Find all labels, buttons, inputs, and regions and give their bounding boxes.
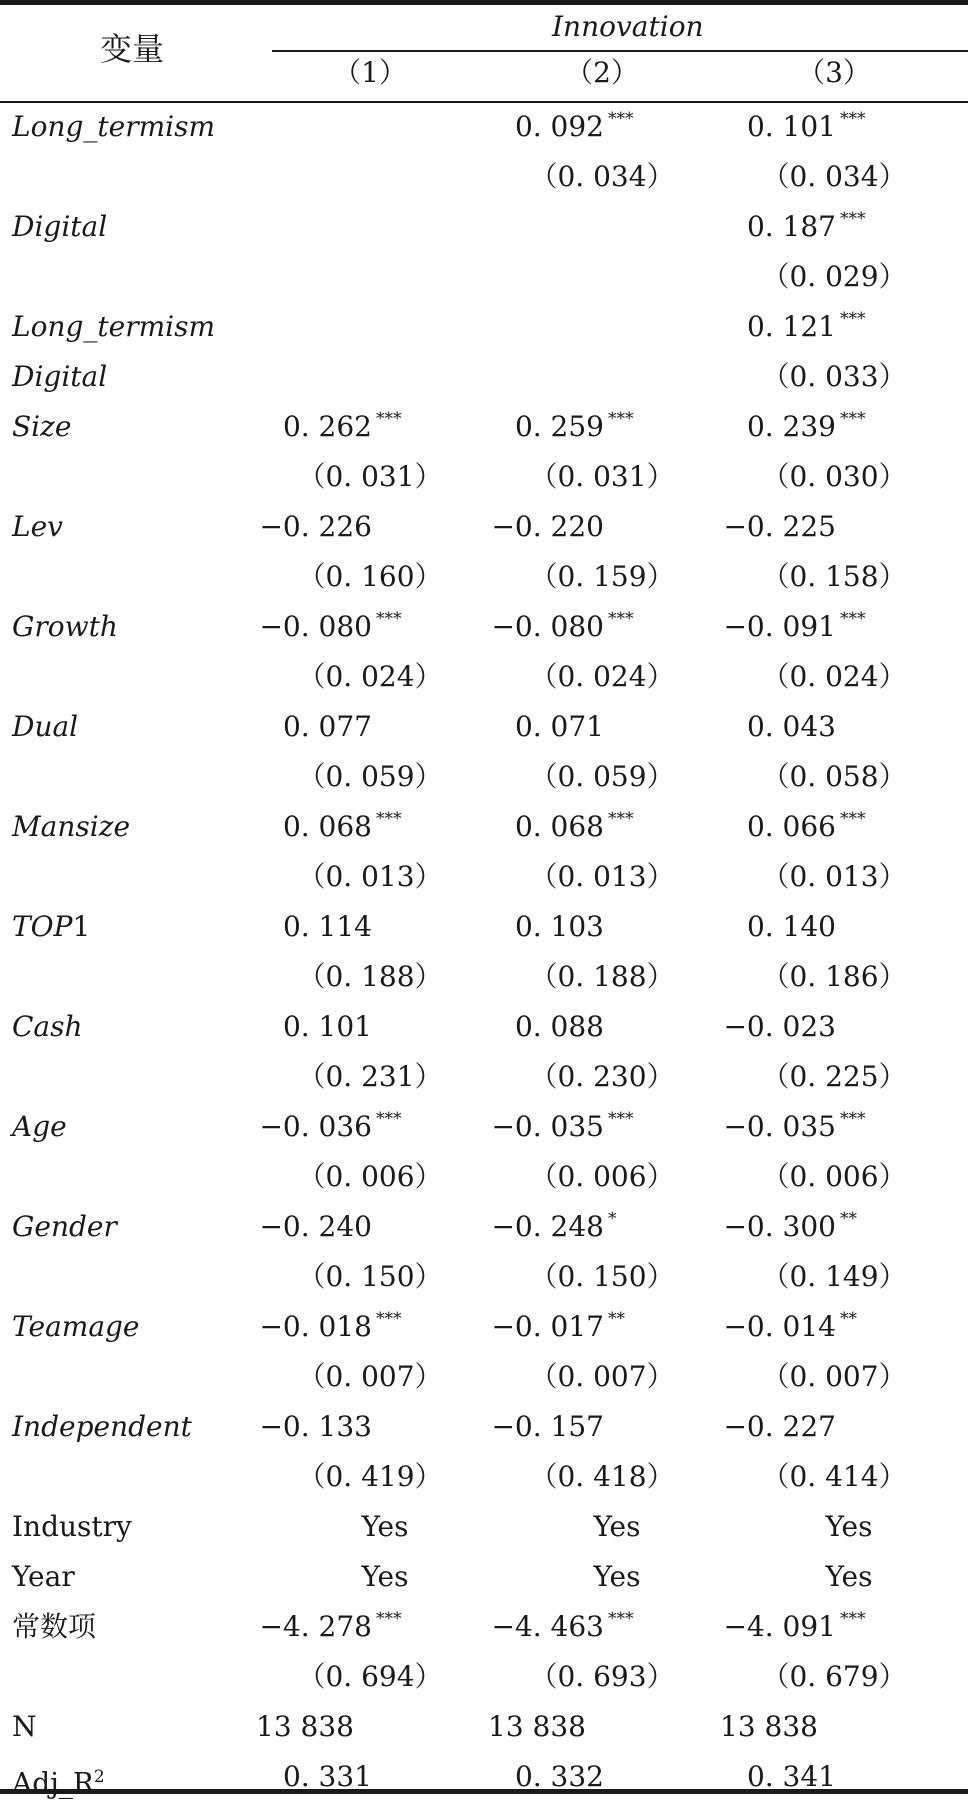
significance-stars: *** [840,209,866,229]
coefficient-value: 0. 259 [514,410,604,443]
row-label [12,1760,105,1800]
cell-coefficient [240,1610,412,1648]
row-label-text: Mansize [12,810,131,843]
coefficient-value: 0. 066 [746,810,836,843]
coefficient-value: 0. 101 [746,110,836,143]
row-label [12,1560,75,1594]
coefficient-value: −0. 248 [491,1210,604,1243]
cell-coefficient [472,710,644,744]
cell-coefficient [240,1210,412,1244]
significance-stars: *** [608,809,634,829]
row-label [12,110,215,144]
cell-coefficient [472,610,644,648]
row-label [12,710,78,744]
cell-coefficient [704,610,876,648]
cell-standard-error: （0. 419） [297,1460,443,1493]
row-label-superscript: 2 [93,1767,105,1787]
cell-standard-error: （0. 059） [529,760,675,793]
significance-stars: *** [608,1109,634,1129]
cell-standard-error: （0. 150） [297,1260,443,1293]
cell-coefficient [240,1010,412,1044]
header-rule [0,101,968,103]
cell-standard-error: （0. 030） [761,460,907,493]
row-label-text: Dual [12,710,79,743]
coefficient-value: −0. 220 [491,510,604,543]
significance-stars: *** [608,1609,634,1629]
cell-standard-error: （0. 029） [761,260,907,293]
row-label-text: Independent [12,1410,192,1443]
cell-standard-error: （0. 033） [761,360,907,393]
cell-standard-error: （0. 149） [761,1260,907,1293]
row-label-text: Cash [12,1010,83,1043]
coefficient-value: −0. 080 [259,610,372,643]
row-label-text: Year [12,1560,75,1593]
cell-indicator: Yes [361,1510,409,1543]
row-label-text: TOP [12,910,73,943]
cell-coefficient [472,510,644,544]
coefficient-value: 0. 043 [746,710,836,743]
cell-coefficient [472,1110,644,1148]
cell-indicator: Yes [825,1510,873,1543]
coefficient-value: −0. 036 [259,1110,372,1143]
cell-coefficient [240,810,412,848]
cell-indicator: Yes [361,1560,409,1593]
significance-stars: ** [840,1309,857,1329]
coefficient-value: 0. 114 [282,910,372,943]
row-label-text: Gender [12,1210,117,1243]
dependent-variable-header: Innovation [552,10,704,43]
row-label [12,410,71,444]
row-label-text: Age [12,1110,67,1143]
cell-observations: 13 838 [256,1710,354,1743]
coefficient-value: 0. 121 [746,310,836,343]
cell-standard-error: （0. 034） [529,160,675,193]
cell-standard-error: （0. 188） [297,960,443,993]
coefficient-value: 0. 092 [514,110,604,143]
coefficient-value: 0. 187 [746,210,836,243]
cell-coefficient [240,1310,412,1348]
cell-coefficient [472,810,644,848]
coefficient-value: −0. 080 [491,610,604,643]
cell-coefficient [704,1610,876,1648]
row-label-text: Teamage [12,1310,140,1343]
cell-standard-error: （0. 034） [761,160,907,193]
significance-stars: *** [840,1609,866,1629]
cell-coefficient [240,610,412,648]
cell-standard-error: （0. 024） [761,660,907,693]
cell-coefficient [472,410,644,448]
cell-standard-error: （0. 007） [297,1360,443,1393]
cell-coefficient [240,510,412,544]
column-header-1: （1） [333,56,407,89]
row-label [12,1110,67,1144]
significance-stars: *** [608,109,634,129]
row-label [12,610,118,644]
cell-standard-error: （0. 006） [529,1160,675,1193]
coefficient-value: 0. 068 [514,810,604,843]
row-label-text: Adj_R [12,1766,94,1800]
cell-standard-error: （0. 693） [529,1660,675,1693]
significance-stars: *** [840,109,866,129]
coefficient-value: 0. 068 [282,810,372,843]
coefficient-value: −0. 091 [723,610,836,643]
variable-header: 变量 [100,30,165,68]
cell-coefficient [704,710,876,744]
cell-coefficient [704,1210,876,1248]
row-label [12,310,215,344]
coefficient-value: −4. 463 [491,1610,604,1643]
row-label [12,510,63,544]
row-label [12,1010,83,1044]
cell-coefficient [472,910,644,944]
coefficient-value: 0. 077 [282,710,372,743]
significance-stars: ** [608,1309,625,1329]
cell-observations: 13 838 [720,1710,818,1743]
row-label [12,1710,37,1744]
cell-coefficient [240,1410,412,1444]
significance-stars: *** [840,809,866,829]
cell-coefficient [704,1410,876,1444]
row-label-text: Size [12,410,72,443]
cell-coefficient [704,1760,876,1794]
coefficient-value: 0. 331 [282,1760,372,1793]
column-header-3: （3） [797,56,871,89]
cell-standard-error: （0. 159） [529,560,675,593]
cell-coefficient [704,310,876,348]
cell-standard-error: （0. 230） [529,1060,675,1093]
coefficient-value: 0. 239 [746,410,836,443]
row-label [12,1310,140,1344]
coefficient-value: −0. 035 [491,1110,604,1143]
cell-coefficient [472,1310,644,1348]
significance-stars: *** [840,309,866,329]
cell-coefficient [704,910,876,944]
row-label-text: Lev [12,510,63,543]
cell-coefficient [704,1110,876,1148]
coefficient-value: −0. 035 [723,1110,836,1143]
cell-indicator: Yes [593,1560,641,1593]
cell-standard-error: （0. 150） [529,1260,675,1293]
cell-observations: 13 838 [488,1710,586,1743]
spanner-rule [272,50,968,52]
cell-standard-error: （0. 013） [297,860,443,893]
coefficient-value: −0. 017 [491,1310,604,1343]
row-label-text: N [12,1710,37,1743]
row-label [12,910,90,944]
coefficient-value: 0. 262 [282,410,372,443]
cell-standard-error: （0. 694） [297,1660,443,1693]
coefficient-value: −0. 157 [491,1410,604,1443]
cell-standard-error: （0. 058） [761,760,907,793]
significance-stars: *** [376,1609,402,1629]
cell-indicator: Yes [593,1510,641,1543]
coefficient-value: 0. 341 [746,1760,836,1793]
cell-standard-error: （0. 160） [297,560,443,593]
significance-stars: *** [376,1309,402,1329]
cell-indicator: Yes [825,1560,873,1593]
significance-stars: * [608,1209,617,1229]
cell-coefficient [704,410,876,448]
coefficient-value: 0. 071 [514,710,604,743]
cell-coefficient [704,210,876,248]
row-label-text: Long_termism [12,310,216,343]
cell-coefficient [472,1010,644,1044]
row-label-suffix: 1 [72,910,91,943]
cell-coefficient [704,1310,876,1348]
significance-stars: *** [608,609,634,629]
significance-stars: *** [608,409,634,429]
coefficient-value: −0. 240 [259,1210,372,1243]
cell-coefficient [240,1760,412,1794]
cell-standard-error: （0. 059） [297,760,443,793]
cell-standard-error: （0. 414） [761,1460,907,1493]
cell-coefficient [240,710,412,744]
cell-coefficient [704,1010,876,1044]
row-label-text: Growth [12,610,118,643]
cell-standard-error: （0. 225） [761,1060,907,1093]
cell-coefficient [704,810,876,848]
cell-standard-error: （0. 031） [297,460,443,493]
cell-standard-error: （0. 013） [529,860,675,893]
cell-coefficient [240,910,412,944]
cell-coefficient [472,1410,644,1444]
cell-standard-error: （0. 188） [529,960,675,993]
cell-standard-error: （0. 679） [761,1660,907,1693]
coefficient-value: −0. 133 [259,1410,372,1443]
row-label [12,810,130,844]
row-label [12,1210,117,1244]
coefficient-value: 0. 101 [282,1010,372,1043]
row-label-text: 常数项 [12,1610,97,1643]
coefficient-value: 0. 332 [514,1760,604,1793]
significance-stars: *** [376,409,402,429]
cell-standard-error: （0. 006） [761,1160,907,1193]
significance-stars: *** [376,609,402,629]
cell-standard-error: （0. 006） [297,1160,443,1193]
cell-standard-error: （0. 158） [761,560,907,593]
coefficient-value: 0. 140 [746,910,836,943]
row-label-continued: Digital [12,360,108,393]
coefficient-value: −0. 225 [723,510,836,543]
coefficient-value: −0. 300 [723,1210,836,1243]
row-label-text: Digital [12,210,108,243]
row-label [12,1410,192,1444]
significance-stars: ** [840,1209,857,1229]
cell-coefficient [472,1760,644,1794]
cell-coefficient [472,110,644,148]
row-label-text: Long_termism [12,110,216,143]
coefficient-value: −4. 091 [723,1610,836,1643]
cell-standard-error: （0. 007） [761,1360,907,1393]
row-label-text: Industry [12,1510,132,1543]
significance-stars: *** [376,809,402,829]
column-header-2: （2） [565,56,639,89]
significance-stars: *** [840,1109,866,1129]
row-label [12,210,107,244]
cell-standard-error: （0. 418） [529,1460,675,1493]
cell-standard-error: （0. 007） [529,1360,675,1393]
coefficient-value: 0. 103 [514,910,604,943]
coefficient-value: −0. 023 [723,1010,836,1043]
significance-stars: *** [376,1109,402,1129]
cell-standard-error: （0. 186） [761,960,907,993]
row-label [12,1510,132,1544]
coefficient-value: −4. 278 [259,1610,372,1643]
significance-stars: *** [840,609,866,629]
cell-coefficient [240,1110,412,1148]
cell-standard-error: （0. 013） [761,860,907,893]
row-label [12,1610,96,1644]
coefficient-value: 0. 088 [514,1010,604,1043]
cell-standard-error: （0. 024） [297,660,443,693]
cell-standard-error: （0. 231） [297,1060,443,1093]
cell-coefficient [472,1210,644,1248]
cell-standard-error: （0. 031） [529,460,675,493]
cell-coefficient [472,1610,644,1648]
significance-stars: *** [840,409,866,429]
coefficient-value: −0. 227 [723,1410,836,1443]
coefficient-value: −0. 226 [259,510,372,543]
cell-standard-error: （0. 024） [529,660,675,693]
top-rule [0,0,968,5]
coefficient-value: −0. 014 [723,1310,836,1343]
cell-coefficient [704,510,876,544]
cell-coefficient [704,110,876,148]
cell-coefficient [240,410,412,448]
coefficient-value: −0. 018 [259,1310,372,1343]
